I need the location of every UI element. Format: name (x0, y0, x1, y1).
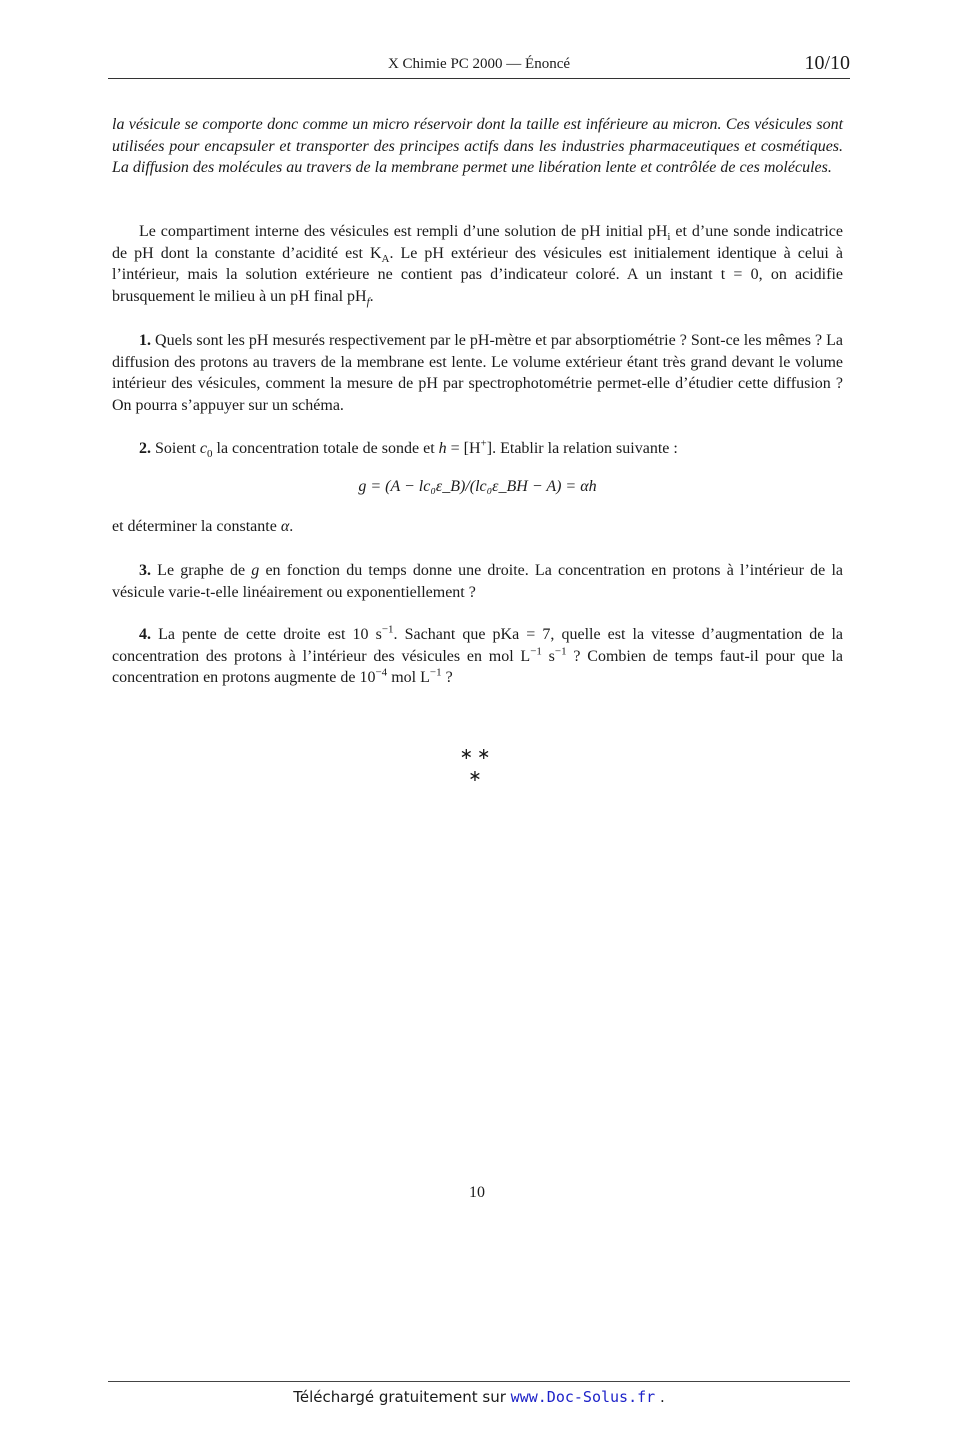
question-2-after-a: et déterminer la constante (112, 518, 281, 535)
ka-subscript: A (381, 252, 390, 265)
context-text-2: et d’une sonde indicatrice de pH dont la constante d’acidité est K (112, 223, 843, 262)
footer-link[interactable]: www.Doc-Solus.fr (510, 1388, 656, 1406)
question-4-text-c: s (541, 647, 555, 665)
question-4-text-a: La pente de cette droite est 10 s (151, 626, 382, 643)
page-header (108, 52, 850, 79)
question-4-text-e: mol L (387, 669, 430, 686)
context-text-4: . (369, 287, 374, 305)
question-3 (112, 560, 843, 603)
c0-subscript: 0 (207, 448, 213, 461)
q4-superscript-4: −4 (375, 666, 388, 679)
q4-superscript-2: −1 (530, 645, 542, 658)
page-footer (0, 1388, 958, 1406)
q4-superscript-1: −1 (381, 623, 394, 636)
question-2-after-b: . (289, 518, 294, 535)
intro-line-1: la vésicule se comporte donc comme un micro réservoir dont la taille est inférieure au micron. (112, 116, 722, 133)
ph-final-subscript: f (366, 295, 370, 308)
q4-superscript-3: −1 (554, 645, 567, 658)
question-3-number: 3. (139, 562, 151, 579)
question-1 (112, 330, 843, 416)
question-3-text-b: en fonction du temps donne une droite. La concentration en protons à l’intérieur de la vésicule varie-t-elle linéairement ou exponentiellement ? (112, 562, 843, 601)
alpha-symbol: α (280, 518, 290, 535)
question-4-text-d: ? Combien de temps faut-il pour que la concentration en protons augmente de 10 (112, 647, 843, 686)
stars-line-2: ∗ (468, 768, 482, 785)
intro-italic-paragraph (112, 114, 843, 179)
footer-divider (108, 1381, 850, 1382)
context-paragraph (112, 221, 843, 307)
intro-line-2: Ces vésicules sont utilisées pour encapsuler et transporter des principes actifs dans les industries (112, 116, 844, 155)
q4-superscript-5: −1 (429, 666, 442, 679)
question-4-text-f: ? (441, 669, 453, 686)
section-stars (440, 744, 510, 788)
context-text-1: Le compartiment interne des vésicules est rempli d’une solution de pH initial pH (139, 223, 668, 240)
page-number: 10 (469, 1184, 485, 1201)
question-4 (112, 624, 843, 689)
header-page-fraction: 10/10 (804, 52, 850, 74)
question-2-text-d: ]. Etablir la relation suivante : (486, 440, 678, 457)
footer-end: . (655, 1388, 665, 1406)
question-2-text-a: Soient (151, 440, 200, 457)
question-2-text-b: la concentration totale de sonde et (212, 440, 439, 457)
h-plus-superscript: + (480, 437, 487, 450)
question-1-number: 1. (139, 332, 151, 349)
footer-text: Téléchargé gratuitement sur (293, 1388, 511, 1406)
relation-formula: g = (A − lc₀ε_B)/(lc₀ε_BH − A) = αh (358, 478, 597, 495)
question-2-text-c: = [H (446, 440, 481, 457)
question-3-text-a: Le graphe de (151, 562, 252, 579)
question-4-text-b: . Sachant que pKa = 7, quelle est la vitesse d’augmentation de la concentration des protons à l’intérieur des vésicules en mol L (112, 626, 844, 665)
question-4-number: 4. (139, 626, 151, 643)
h-symbol: h (438, 440, 447, 457)
question-1-text: Quels sont les pH mesurés respectivement par le pH-mètre et par absorptiométrie ? Sont-ce les mêmes ? La diffusion des protons au travers de la membrane est lente. Le volume extérieur étant très grand devant le volume intérieur des vésicules, comment la mesure de pH par spectrophotométrie permet-elle d’étudier cette diffusion ? On pourra s’appuyer sur un schéma. (112, 332, 843, 414)
intro-line-3: pharmaceutiques et cosmétiques. La diffusion des molécules au travers de la membrane permet (112, 137, 844, 176)
question-2 (112, 438, 843, 460)
question-2-number: 2. (139, 440, 151, 457)
stars-line-1: ∗ ∗ (459, 746, 491, 763)
ph-initial-subscript: i (667, 231, 671, 244)
intro-line-4: une libération lente et contrôlée de ces molécules. (511, 159, 832, 176)
question-2-continuation (112, 516, 843, 538)
c0-symbol: c (199, 440, 207, 457)
g-symbol: g (251, 562, 260, 579)
context-text-3: . Le pH extérieur des vésicules est initialement identique à celui à l’intérieur, mais la solution extérieure ne contient pas d’indicateur coloré. A un instant t = 0, on acidifie brusquement le milieu à un pH final pH (112, 244, 843, 305)
header-title: X Chimie PC 2000 — Énoncé (387, 56, 571, 72)
